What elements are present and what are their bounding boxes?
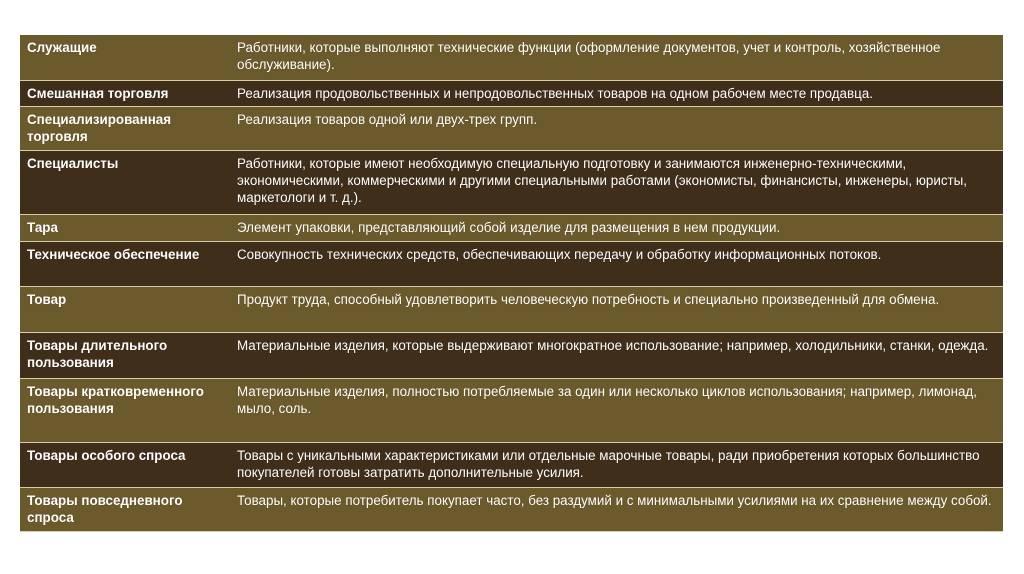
definition-cell: Материальные изделия, полностью потребляемые за один или несколько циклов использования; например, лимонад, мыло, соль. — [231, 379, 1003, 443]
definition-cell: Материальные изделия, которые выдерживают многократное использование; например, холодильники, станки, одежда. — [231, 333, 1003, 379]
term-cell: Товары длительного пользования — [20, 333, 231, 379]
glossary-table — [20, 35, 1003, 532]
term-cell: Специализированная торговля — [20, 107, 231, 151]
definition-cell: Товары, которые потребитель покупает часто, без раздумий и с минимальными усилиями на их сравнение между собой. — [231, 488, 1003, 532]
term-cell: Специалисты — [20, 151, 231, 215]
term-cell: Товары особого спроса — [20, 443, 231, 488]
table-row — [20, 443, 1003, 488]
definition-cell: Реализация продовольственных и непродовольственных товаров на одном рабочем месте продавца. — [231, 81, 1003, 107]
table-row — [20, 107, 1003, 151]
term-cell: Товары кратковременного пользования — [20, 379, 231, 443]
table-row — [20, 242, 1003, 287]
table-row — [20, 287, 1003, 333]
term-cell: Товары повседневного спроса — [20, 488, 231, 532]
table-row — [20, 215, 1003, 242]
table-row — [20, 379, 1003, 443]
table-row — [20, 333, 1003, 379]
term-cell: Тара — [20, 215, 231, 242]
term-cell: Смешанная торговля — [20, 81, 231, 107]
table-row — [20, 151, 1003, 215]
table-row — [20, 488, 1003, 532]
term-cell: Товар — [20, 287, 231, 333]
term-cell: Техническое обеспечение — [20, 242, 231, 287]
definition-cell: Элемент упаковки, представляющий собой изделие для размещения в нем продукции. — [231, 215, 1003, 242]
table-row — [20, 81, 1003, 107]
definition-cell: Продукт труда, способный удовлетворить человеческую потребность и специально произведенный для обмена. — [231, 287, 1003, 333]
definition-cell: Товары с уникальными характеристиками или отдельные марочные товары, ради приобретения которых большинство покупателей готовы затратить дополнительные усилия. — [231, 443, 1003, 488]
definition-cell: Совокупность технических средств, обеспечивающих передачу и обработку информационных потоков. — [231, 242, 1003, 287]
definition-cell: Работники, которые имеют необходимую специальную подготовку и занимаются инженерно-техническими, экономическими, коммерческими и другими специальными работами (экономисты, финансисты, инженеры, юристы, маркетологи и т. д.). — [231, 151, 1003, 215]
definition-cell: Работники, которые выполняют технические функции (оформление документов, учет и контроль, хозяйственное обслуживание). — [231, 35, 1003, 81]
term-cell: Служащие — [20, 35, 231, 81]
definition-cell: Реализация товаров одной или двух-трех групп. — [231, 107, 1003, 151]
table-row — [20, 35, 1003, 81]
